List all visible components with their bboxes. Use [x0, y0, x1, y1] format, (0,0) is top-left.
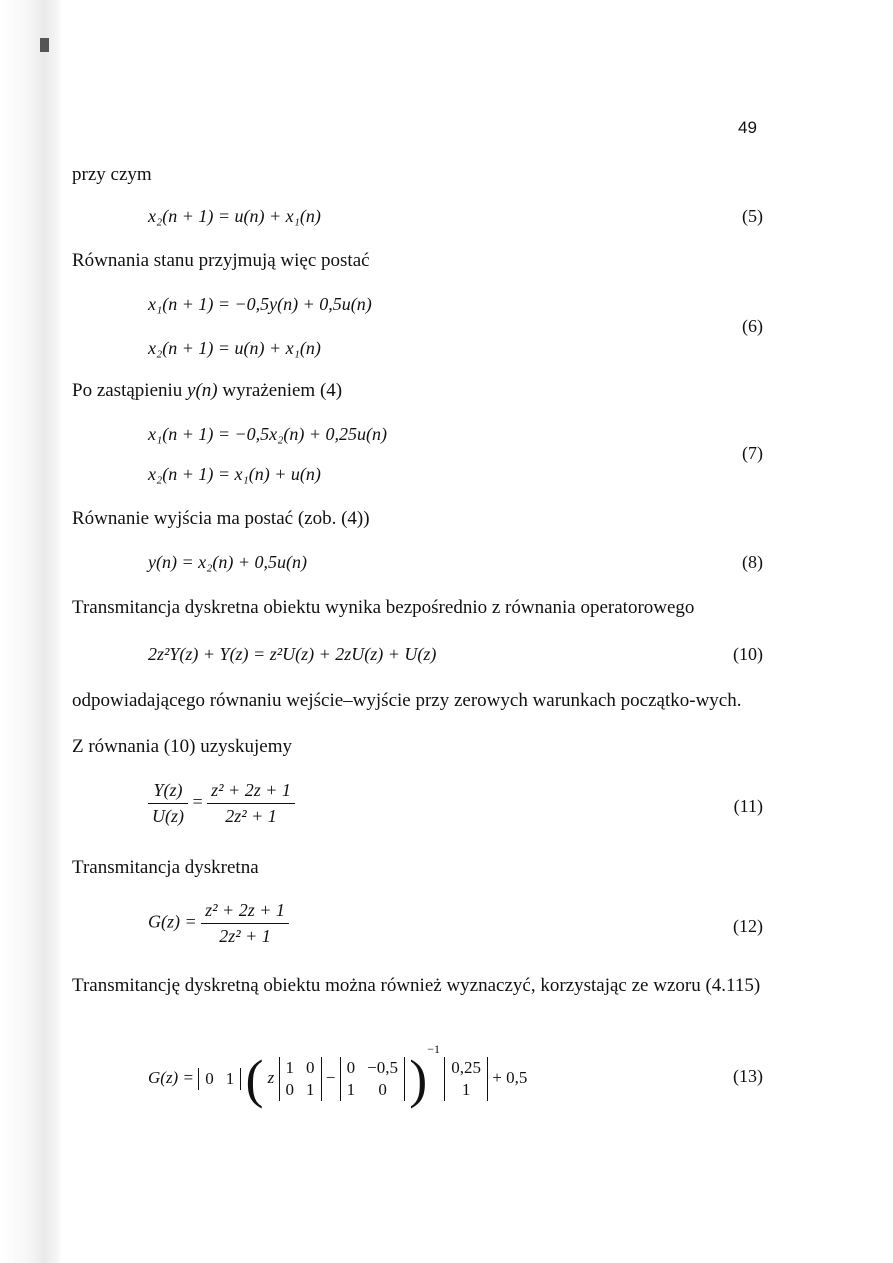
- paragraph-transmitancje-wzoru: Transmitancję dyskretną obiektu można również wyznaczyć, korzystając ze wzoru (4.115): [72, 975, 761, 996]
- eq11-lhs-denominator: U(z): [152, 806, 184, 826]
- paragraph-rownania-stanu: Równania stanu przyjmują więc postać: [72, 250, 370, 271]
- eq11-rhs-denominator: 2z² + 1: [225, 806, 277, 826]
- paragraph-transmitancja-2: Transmitancja dyskretna: [72, 857, 259, 878]
- page-edge-shadow: [0, 0, 62, 1263]
- equation-7-line1: x₁(n + 1) = −0,5x₂(n) + 0,25u(n): [148, 424, 388, 444]
- eq13-close-paren: ): [409, 1049, 428, 1110]
- eq13-row-vector: 0 1: [198, 1068, 241, 1090]
- equation-6-number: (6): [742, 316, 763, 336]
- equation-5: x₂(n + 1) = u(n) + x₁(n): [148, 206, 321, 226]
- equation-11-number: (11): [733, 796, 763, 816]
- equation-5-number: (5): [742, 206, 763, 226]
- paragraph-odpowiadajacego: odpowiadającego równaniu wejście–wyjście przy zerowych warunkach początko-wych.: [72, 690, 742, 711]
- eq13-inverse-exponent: −1: [427, 1042, 440, 1056]
- paragraph-rownanie-wyjscia: Równanie wyjścia ma postać (zob. (4)): [72, 508, 370, 529]
- equation-6-line1: x₁(n + 1) = −0,5y(n) + 0,5u(n): [148, 294, 372, 314]
- equation-11-lhs-fraction: [148, 780, 188, 827]
- eq12-denominator: 2z² + 1: [219, 926, 271, 946]
- equation-10: 2z²Y(z) + Y(z) = z²U(z) + 2zU(z) + U(z): [148, 644, 437, 664]
- equation-6-line2: x₂(n + 1) = u(n) + x₁(n): [148, 338, 321, 358]
- equation-11: $\frac{Y(z)}{U(z)}$ = $\frac{\text{z² + 2z + 1}}{\text{2z² + 1}}$: [148, 780, 295, 827]
- equation-7-number: (7): [742, 443, 763, 463]
- equation-12: [148, 900, 289, 947]
- equation-7-line2: x₂(n + 1) = x₁(n) + u(n): [148, 464, 321, 484]
- paragraph-po-zastapieniu: Po zastąpieniu y(n) wyrażeniem (4): [72, 380, 343, 401]
- eq13-minus: −: [325, 1068, 336, 1087]
- equation-11-rhs-fraction: [207, 780, 295, 827]
- eq13-open-paren: (: [245, 1049, 264, 1110]
- equation-13: [148, 1042, 528, 1110]
- equation-8: y(n) = x₂(n) + 0,5u(n): [148, 552, 307, 572]
- eq13-b-vector: 0,25 1: [444, 1057, 488, 1101]
- paragraph-transmitancja-1: Transmitancja dyskretna obiektu wynika bezpośrednio z równania operatorowego: [72, 597, 695, 618]
- eq13-lhs: G(z) =: [148, 1068, 194, 1087]
- eq13-z: z: [267, 1068, 275, 1087]
- equation-10-number: (10): [733, 644, 763, 664]
- page-number: 49: [738, 118, 757, 137]
- eq12-lhs: G(z) =: [148, 911, 197, 932]
- equation-8-number: (8): [742, 552, 763, 572]
- equation-12-fraction: [201, 900, 289, 947]
- paragraph-przy-czym: przy czym: [72, 164, 152, 185]
- eq13-a-matrix: 0 −0,5 1 0: [340, 1057, 405, 1101]
- eq11-lhs-numerator: Y(z): [148, 780, 188, 804]
- paragraph-z-rownania: Z równania (10) uzyskujemy: [72, 736, 293, 757]
- eq13-identity-matrix: 1 0 0 1: [279, 1057, 322, 1101]
- corner-mark: [40, 38, 49, 52]
- eq11-rhs-numerator: z² + 2z + 1: [207, 780, 295, 804]
- equation-12-number: (12): [733, 916, 763, 936]
- equation-13-number: (13): [733, 1066, 763, 1086]
- eq13-plus-d: + 0,5: [492, 1068, 528, 1087]
- eq12-numerator: z² + 2z + 1: [201, 900, 289, 924]
